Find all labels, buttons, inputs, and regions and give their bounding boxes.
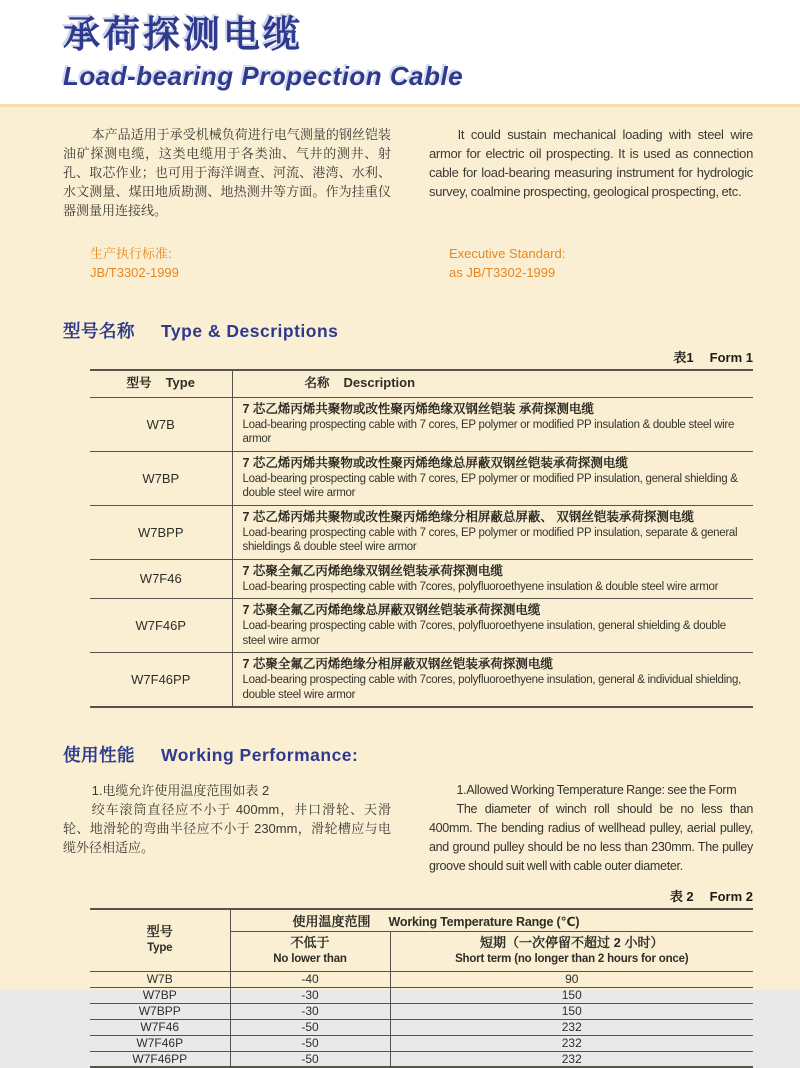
intro-column-en [429,125,753,220]
description-zh: 7 芯乙烯丙烯共聚物或改性聚丙烯绝缘分相屏蔽总屏蔽、 双钢丝铠装承荷探测电缆 [242,509,694,524]
cable-type: W7F46 [90,1019,230,1035]
cable-type: W7F46PP [90,1051,230,1067]
performance-line1-zh: 1.电缆允许使用温度范围如表 2 [91,783,270,798]
short-term-column-header: 短期（一次停留不超过 2 小时） Short term (no longer than 2 hours for once) [390,931,753,971]
cable-type: W7F46 [90,559,232,599]
short-term-value: 150 [390,1003,753,1019]
table-row [90,653,753,708]
section-heading-en: Type & Descriptions [161,321,339,341]
standard-value-zh: JB/T3302-1999 [90,265,179,280]
performance-line1-en: 1.Allowed Working Temperature Range: see the Form [456,783,737,797]
short-term-value: 232 [390,1035,753,1051]
min-temp-value: -30 [230,987,390,1003]
section-heading-performance [63,742,753,767]
min-temp-value: -30 [230,1003,390,1019]
cable-type: W7F46P [90,1035,230,1051]
description-en: Load-bearing prospecting cable with 7cores, polyfluoroethyene insulation & double steel wire armor [242,580,719,593]
cable-type: W7BPP [90,1003,230,1019]
performance-column-zh [63,781,391,876]
type-column-header: 型号 Type [90,370,232,397]
short-term-value: 90 [390,971,753,987]
page-title-en: Load-bearing Propection Cable [63,60,464,91]
standard-label-zh: 生产执行标准: [90,246,172,261]
short-term-value: 150 [390,987,753,1003]
cable-type: W7F46PP [90,653,232,708]
min-temp-value: -40 [230,971,390,987]
description-en: Load-bearing prospecting cable with 7cores, polyfluoroethyene insulation, general shielding & double steel wire armor [242,620,726,647]
cable-type: W7BP [90,451,232,505]
description-en: Load-bearing prospecting cable with 7 cores, EP polymer or modified PP insulation, separate & general shieldings & double steel wire armor [242,526,738,553]
table-row [90,397,753,451]
standard-value-en: as JB/T3302-1999 [449,265,556,280]
standard-label-en: Executive Standard: [449,246,566,261]
min-temp-value: -50 [230,1035,390,1051]
performance-paragraph-zh: 绞车滚筒直径应不小于 400mm，井口滑轮、天滑轮、地滑轮的弯曲半径应不小于 230mm，滑轮槽应与电缆外径相适应。 [63,802,391,855]
intro-column-zh [63,125,391,220]
performance-section [63,742,753,1068]
table-row [90,1019,753,1035]
table-row [90,505,753,559]
cable-type: W7F46P [90,599,232,653]
description-zh: 7 芯聚全氟乙丙烯绝缘双钢丝铠装承荷探测电缆 [242,563,503,578]
type-table [90,369,753,708]
short-term-value: 232 [390,1051,753,1067]
temperature-table-header-row1 [90,909,753,931]
type-section [63,318,753,708]
performance-column-en [429,781,753,876]
table-row [90,599,753,653]
description-en: Load-bearing prospecting cable with 7 cores, EP polymer or modified PP insulation, general shielding & double steel wire armor [242,472,738,499]
min-temp-value: -50 [230,1019,390,1035]
description-zh: 7 芯聚全氟乙丙烯绝缘总屏蔽双钢丝铠装承荷探测电缆 [242,603,541,617]
description-en: Load-bearing prospecting cable with 7 cores, EP polymer or modified PP insulation & double steel wire armor [242,418,735,445]
page-body [0,125,800,1068]
standards-section [63,244,753,282]
description-column-header: 名称 Description [232,370,753,397]
performance-text [63,781,753,876]
min-temp-value: -50 [230,1051,390,1067]
table-row [90,451,753,505]
page-title-zh: 承荷探测电缆 [63,14,303,55]
form1-label: 表1 Form 1 [673,350,753,365]
section-heading-types [63,318,753,343]
table-row [90,1035,753,1051]
cable-type: W7B [90,397,232,451]
section-heading-zh: 型号名称 [63,321,135,341]
standard-block-en [449,244,753,282]
type-table-header-row [90,370,753,397]
description-zh: 7 芯乙烯丙烯共聚物或改性聚丙烯绝缘双钢丝铠装 承荷探测电缆 [242,401,594,416]
form2-label: 表 2 Form 2 [669,889,753,904]
min-temp-column-header: 不低于 No lower than [230,931,390,971]
cable-type: W7BPP [90,505,232,559]
table-row [90,971,753,987]
short-term-value: 232 [390,1019,753,1035]
table-row [90,1051,753,1067]
cable-type: W7BP [90,987,230,1003]
table-row [90,559,753,599]
table-row [90,987,753,1003]
intro-section [63,125,753,220]
performance-paragraph-en: The diameter of winch roll should be no less than 400mm. The bending radius of wellhead pulley, aerial pulley, and ground pulley should be no less than 230mm. The pulley groove should suit well with cable outer diameter. [429,802,753,873]
page-header [0,0,800,107]
section-heading-zh: 使用性能 [63,745,135,765]
intro-paragraph-en: It could sustain mechanical loading with steel wire armor for electric oil prospecting. It is used as connection cable for load-bearing measuring instrument for hydrologic survey, coalmine prospecting, geological prospecting, etc. [429,127,753,199]
cable-type: W7B [90,971,230,987]
standard-block-zh [90,244,391,282]
temperature-table [90,908,753,1068]
temperature-range-header: 使用温度范围 Working Temperature Range (℃) [230,909,753,931]
section-heading-en: Working Performance: [161,745,359,765]
table-row [90,1003,753,1019]
description-zh: 7 芯聚全氟乙丙烯绝缘分相屏蔽双钢丝铠装承荷探测电缆 [242,657,553,671]
description-en: Load-bearing prospecting cable with 7cores, polyfluoroethyene insulation, general & individual shielding, double steel wire armor [242,674,741,701]
intro-paragraph-zh: 本产品适用于承受机械负荷进行电气测量的钢丝铠装油矿探测电缆，这类电缆用于各类油、气井的测井、射孔、取芯作业；也可用于海洋调查、河流、港湾、水利、水文测量、煤田地质勘测、地热测井等方面。作为挂重仪器测量用连接线。 [63,127,391,218]
type-column-header: 型号 Type [90,909,230,971]
description-zh: 7 芯乙烯丙烯共聚物或改性聚丙烯绝缘总屏蔽双钢丝铠装承荷探测电缆 [242,455,628,470]
